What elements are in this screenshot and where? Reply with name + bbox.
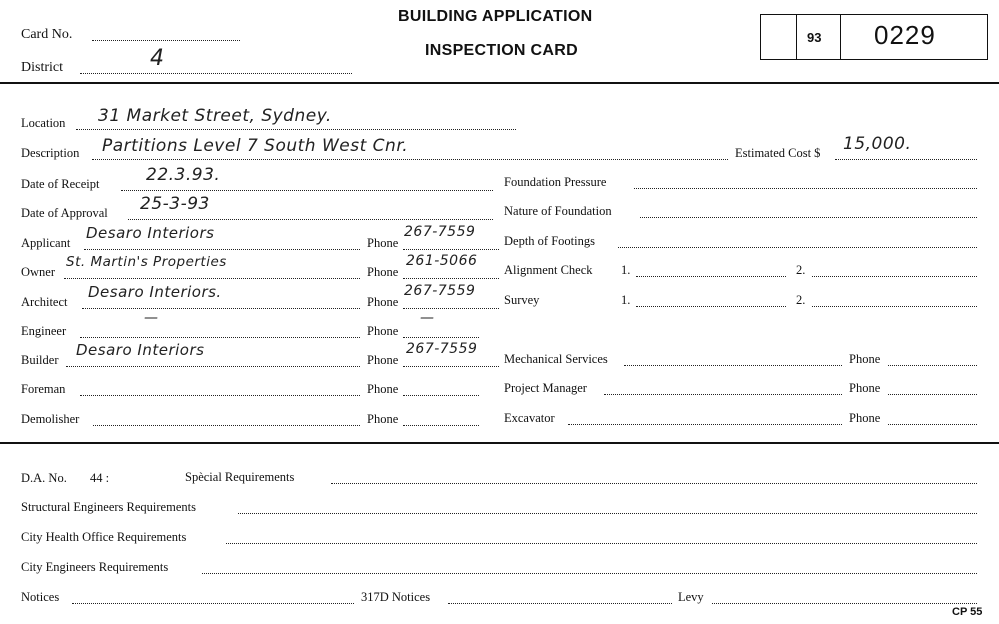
engineer-line <box>80 337 360 338</box>
alignment-1-line <box>636 276 786 277</box>
date-of-approval-label: Date of Approval <box>21 206 108 220</box>
section-rule <box>0 442 999 444</box>
location-value: 31 Market Street, Sydney. <box>98 106 332 126</box>
date-of-approval-value: 25-3-93 <box>140 194 210 214</box>
date-of-receipt-value: 22.3.93. <box>146 165 221 185</box>
location-label: Location <box>21 116 66 130</box>
foundation-pressure-label: Foundation Pressure <box>504 175 607 189</box>
foreman-phone-line <box>403 395 479 396</box>
builder-phone-line <box>403 366 499 367</box>
header-rule <box>0 82 999 84</box>
project-manager-line <box>604 394 842 395</box>
foreman-line <box>80 395 360 396</box>
district-value: 4 <box>150 46 165 71</box>
applicant-name: Desaro Interiors <box>86 224 215 242</box>
project-manager-phone-line <box>888 394 977 395</box>
project-manager-phone-label: Phone <box>849 381 881 395</box>
owner-phone-label: Phone <box>367 265 399 279</box>
form-code: CP 55 <box>952 606 983 618</box>
estimated-cost-line <box>835 159 977 160</box>
architect-phone: 267-7559 <box>404 283 476 299</box>
card-no-line <box>92 40 240 41</box>
architect-line <box>82 308 360 309</box>
levy-label: Levy <box>678 590 704 604</box>
title-line1: BUILDING APPLICATION <box>398 8 593 25</box>
da-no-value: 44 : <box>90 471 110 485</box>
applicant-line <box>84 249 360 250</box>
depth-of-footings-label: Depth of Footings <box>504 234 595 248</box>
location-line <box>76 129 516 130</box>
mechanical-services-phone-line <box>888 365 977 366</box>
health-requirements-label: City Health Office Requirements <box>21 530 187 544</box>
alignment-2-line <box>812 276 977 277</box>
builder-phone-label: Phone <box>367 353 399 367</box>
survey-1-label: 1. <box>621 293 631 307</box>
builder-line <box>66 366 360 367</box>
architect-name: Desaro Interiors. <box>88 283 222 301</box>
demolisher-phone-label: Phone <box>367 412 399 426</box>
demolisher-label: Demolisher <box>21 412 80 426</box>
excavator-phone-line <box>888 424 977 425</box>
engineer-name: — <box>144 310 159 326</box>
notices-317d-line <box>448 603 672 604</box>
engineer-phone-label: Phone <box>367 324 399 338</box>
box-divider-1 <box>796 15 797 59</box>
city-engineers-requirements-line <box>202 573 977 574</box>
owner-line <box>64 278 360 279</box>
card-no-label: Card No. <box>21 27 73 42</box>
city-engineers-requirements-label: City Engineers Requirements <box>21 560 169 574</box>
district-label: District <box>21 60 63 75</box>
owner-phone-line <box>403 278 499 279</box>
health-requirements-line <box>226 543 977 544</box>
description-label: Description <box>21 146 80 160</box>
excavator-line <box>568 424 842 425</box>
special-requirements-line <box>331 483 977 484</box>
alignment-1-label: 1. <box>621 263 631 277</box>
structural-requirements-line <box>238 513 977 514</box>
description-line <box>92 159 728 160</box>
survey-1-line <box>636 306 786 307</box>
excavator-label: Excavator <box>504 411 555 425</box>
estimated-cost-value: 15,000. <box>843 134 912 154</box>
owner-phone: 261-5066 <box>406 253 478 269</box>
foundation-pressure-line <box>634 188 977 189</box>
foreman-label: Foreman <box>21 382 66 396</box>
district-line <box>80 73 352 74</box>
applicant-phone-label: Phone <box>367 236 399 250</box>
mechanical-services-line <box>624 365 842 366</box>
da-no-label: D.A. No. <box>21 471 67 485</box>
builder-label: Builder <box>21 353 59 367</box>
survey-2-line <box>812 306 977 307</box>
engineer-phone: — <box>420 310 435 326</box>
estimated-cost-label: Estimated Cost $ <box>735 146 821 160</box>
title-line2: INSPECTION CARD <box>425 42 578 59</box>
applicant-phone-line <box>403 249 499 250</box>
applicant-phone: 267-7559 <box>404 224 476 240</box>
nature-of-foundation-line <box>640 217 977 218</box>
owner-name: St. Martin's Properties <box>66 254 227 270</box>
demolisher-phone-line <box>403 425 479 426</box>
survey-2-label: 2. <box>796 293 806 307</box>
special-requirements-label: Spècial Requirements <box>185 470 295 484</box>
architect-phone-label: Phone <box>367 295 399 309</box>
description-value: Partitions Level 7 South West Cnr. <box>102 136 409 156</box>
notices-label: Notices <box>21 590 60 604</box>
builder-phone: 267-7559 <box>406 341 478 357</box>
applicant-label: Applicant <box>21 236 71 250</box>
alignment-check-label: Alignment Check <box>504 263 593 277</box>
foreman-phone-label: Phone <box>367 382 399 396</box>
architect-phone-line <box>403 308 499 309</box>
owner-label: Owner <box>21 265 56 279</box>
notices-317d-label: 317D Notices <box>361 590 431 604</box>
alignment-2-label: 2. <box>796 263 806 277</box>
depth-of-footings-line <box>618 247 977 248</box>
card-number: 0229 <box>874 20 936 50</box>
architect-label: Architect <box>21 295 68 309</box>
engineer-label: Engineer <box>21 324 67 338</box>
project-manager-label: Project Manager <box>504 381 587 395</box>
excavator-phone-label: Phone <box>849 411 881 425</box>
mechanical-services-label: Mechanical Services <box>504 352 608 366</box>
structural-requirements-label: Structural Engineers Requirements <box>21 500 196 514</box>
notices-line <box>72 603 354 604</box>
mechanical-services-phone-label: Phone <box>849 352 881 366</box>
survey-label: Survey <box>504 293 540 307</box>
date-of-receipt-label: Date of Receipt <box>21 177 100 191</box>
date-of-receipt-line <box>121 190 493 191</box>
demolisher-line <box>93 425 360 426</box>
box-divider-2 <box>840 15 841 59</box>
engineer-phone-line <box>403 337 479 338</box>
date-of-approval-line <box>128 219 493 220</box>
builder-name: Desaro Interiors <box>76 341 205 359</box>
nature-of-foundation-label: Nature of Foundation <box>504 204 612 218</box>
card-year: 93 <box>807 30 822 45</box>
levy-line <box>712 603 977 604</box>
